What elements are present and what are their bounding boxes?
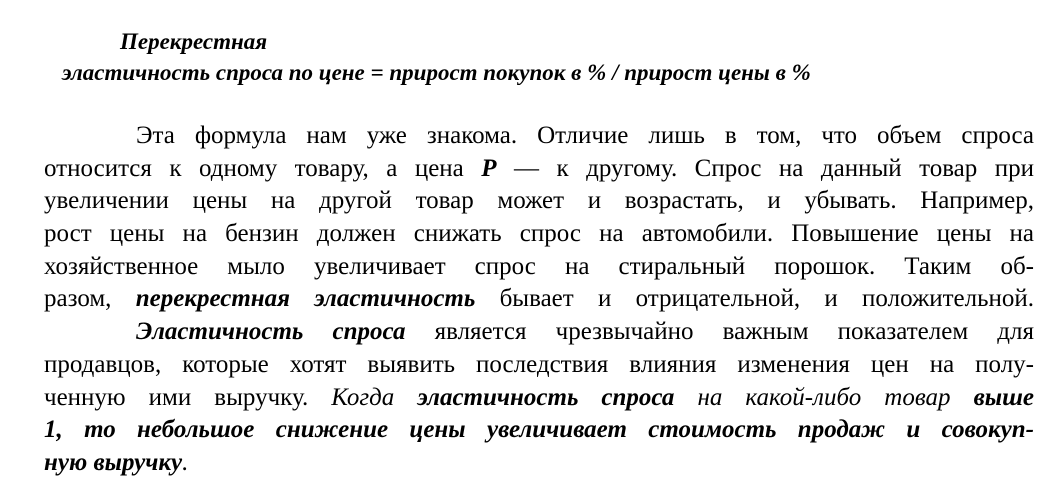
text-line: [136, 316, 1034, 348]
text-line: [136, 120, 1034, 152]
text-line: [44, 283, 1034, 315]
text-span: Эта формула нам уже знакома. Отличие лишь в том, что объем спроса: [136, 122, 1034, 149]
text-span: разом,: [44, 285, 136, 312]
text-span: ченную ими выручку.: [44, 384, 332, 411]
text-span: — к другому. Спрос на данный товар при: [496, 155, 1034, 182]
text-line: [44, 251, 1034, 283]
text-line: [44, 218, 1034, 250]
text-span: рост цены на бензин должен снижать спрос на автомобили. Повышение цены на: [44, 220, 1034, 247]
text-span: бывает и отрицательной, и положительной.: [475, 285, 1035, 312]
term-emphasis: эластичность спроса: [417, 384, 675, 411]
text-span: продавцов, которые хотят выявить последствия влияния изменения цен на полу-: [44, 351, 1034, 378]
text-span: хозяйственное мыло увеличивает спрос на стиральный порошок. Таким об-: [44, 253, 1034, 280]
rule-emphasis: 1, то небольшое снижение цены увеличивает стоимость продаж и совокуп-: [44, 416, 1034, 443]
rule-emphasis: ную выручку: [44, 449, 183, 476]
text-line: [44, 185, 1034, 217]
text-line: [44, 447, 1034, 479]
term-emphasis: перекрестная эластичность: [135, 285, 476, 312]
text-span: увеличении цены на другой товар может и возрастать, и убывать. Например,: [44, 187, 1034, 214]
term-emphasis: Эластичность спроса: [136, 318, 406, 345]
text-span: относится к одному товару, а цена: [44, 155, 482, 182]
text-line: [44, 382, 1034, 414]
text-span: является чрезвычайно важным показателем для: [405, 318, 1034, 345]
text-line: [44, 414, 1034, 446]
heading-line-1: Перекрестная: [120, 29, 268, 54]
heading-line-2: эластичность спроса по цене = прирост покупок в % / прирост цены в %: [62, 60, 811, 85]
italic-span: Когда: [331, 384, 418, 411]
price-symbol: P: [481, 155, 497, 182]
italic-span: на какой-либо товар: [674, 384, 974, 411]
italic-span: .: [182, 449, 189, 476]
text-line: [44, 153, 1034, 185]
term-emphasis: выше: [973, 384, 1034, 411]
text-line: [44, 349, 1034, 381]
